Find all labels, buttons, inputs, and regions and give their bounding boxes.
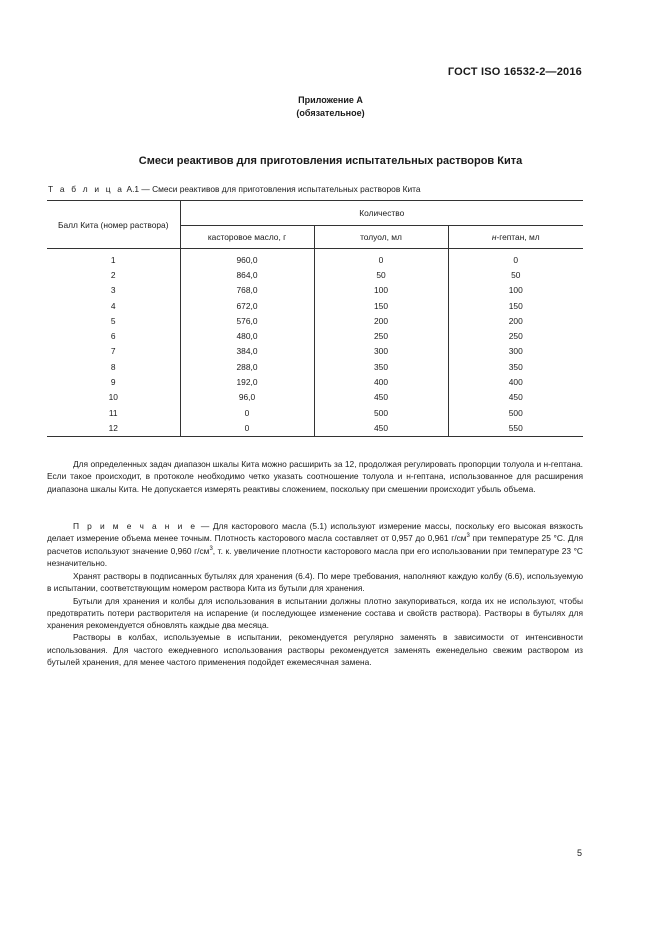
table-row [47, 405, 583, 420]
header-heptane-label: -гептан, мл [496, 232, 540, 242]
appendix-title: Приложение А [298, 95, 363, 105]
cell-heptane: 400 [448, 374, 583, 389]
cell-castor-oil: 576,0 [180, 313, 314, 328]
table-row [47, 420, 583, 436]
header-kit-rating: Балл Кита (номер раствора) [47, 201, 180, 249]
cell-castor-oil: 960,0 [180, 249, 314, 268]
cell-kit-rating: 4 [47, 298, 180, 313]
cell-toluene: 200 [314, 313, 448, 328]
cell-kit-rating: 7 [47, 344, 180, 359]
cell-toluene: 300 [314, 344, 448, 359]
cell-castor-oil: 0 [180, 420, 314, 436]
reagent-mix-table [47, 200, 583, 437]
cell-castor-oil: 480,0 [180, 328, 314, 343]
cell-castor-oil: 768,0 [180, 283, 314, 298]
paragraph-text: Для определенных задач диапазон шкалы Кита можно расширить за 12, продолжая регулировать пропорции толуола и н-гептана. Если такое происходит, в протоколе необходимо четко указать соотношение толуола и н-гептана, использованное для расширения диапазона шкалы Кита. Не допускается измерять реактивы сложением, поскольку при смешении происходит убыль объема. [47, 459, 583, 494]
table-row [47, 344, 583, 359]
cell-heptane: 500 [448, 405, 583, 420]
cell-toluene: 350 [314, 359, 448, 374]
note-block [47, 520, 583, 569]
note-label: П р и м е ч а н и е [73, 521, 198, 531]
header-heptane [448, 226, 583, 249]
cell-kit-rating: 6 [47, 328, 180, 343]
appendix-heading [0, 94, 661, 120]
page-number: 5 [576, 848, 582, 858]
cell-heptane: 50 [448, 267, 583, 282]
cell-kit-rating: 10 [47, 390, 180, 405]
table-caption-prefix: Т а б л и ц а [48, 184, 125, 194]
cell-toluene: 150 [314, 298, 448, 313]
table-caption [48, 184, 421, 194]
cell-castor-oil: 384,0 [180, 344, 314, 359]
header-toluene: толуол, мл [314, 226, 448, 249]
note-sup-1: 3 [466, 533, 470, 540]
cell-heptane: 550 [448, 420, 583, 436]
header-heptane-prefix: н [491, 232, 497, 242]
cell-castor-oil: 0 [180, 405, 314, 420]
cell-toluene: 450 [314, 390, 448, 405]
table-row [47, 313, 583, 328]
header-castor-oil: касторовое масло, г [180, 226, 314, 249]
cell-castor-oil: 864,0 [180, 267, 314, 282]
note-text-c: , т. к. увеличение плотности касторового масла при его использовании при температуре 23 °С незначительно. [47, 545, 583, 568]
table-row [47, 298, 583, 313]
table-row [47, 328, 583, 343]
table-caption-text: А.1 — Смеси реактивов для приготовления испытательных растворов Кита [124, 184, 421, 194]
cell-toluene: 0 [314, 249, 448, 268]
table-row [47, 249, 583, 268]
cell-kit-rating: 3 [47, 283, 180, 298]
storage-paragraphs [47, 570, 583, 668]
cell-toluene: 250 [314, 328, 448, 343]
section-title: Смеси реактивов для приготовления испытательных растворов Кита [138, 155, 523, 167]
cell-toluene: 500 [314, 405, 448, 420]
cell-castor-oil: 672,0 [180, 298, 314, 313]
cell-kit-rating: 9 [47, 374, 180, 389]
paragraph-sealing: Бутыли для хранения и колбы для использования в испытании должны плотно закупориваться, когда их не используют, чтобы предотвратить потери растворителя на испарение (и последующее изменение состава и свойств раствора). Растворы в бутылях для хранения рекомендуется обновлять каждые два месяца. [47, 595, 583, 631]
table-row [47, 390, 583, 405]
cell-toluene: 400 [314, 374, 448, 389]
cell-heptane: 350 [448, 359, 583, 374]
cell-heptane: 300 [448, 344, 583, 359]
cell-toluene: 450 [314, 420, 448, 436]
note-text-b: при температуре 25 °С. Для расчетов используют значение 0,960 г/см [47, 533, 583, 556]
cell-kit-rating: 2 [47, 267, 180, 282]
cell-kit-rating: 12 [47, 420, 180, 436]
document-code: ГОСТ ISO 16532-2—2016 [447, 66, 582, 78]
table-row [47, 283, 583, 298]
cell-heptane: 250 [448, 328, 583, 343]
cell-kit-rating: 11 [47, 405, 180, 420]
cell-castor-oil: 192,0 [180, 374, 314, 389]
note-text-a: — Для касторового масла (5.1) используют измерение массы, поскольку его высокая вязкость делает измерение объема менее точным. Плотность касторового масла составляет от 0,957 до 0,961 г/см [47, 521, 583, 544]
note-paragraph [47, 520, 583, 569]
cell-kit-rating: 5 [47, 313, 180, 328]
table-body [47, 249, 583, 437]
paragraph-storage: Хранят растворы в подписанных бутылях для хранения (6.4). По мере требования, наполняют каждую колбу (6.6), используемую в испытании, соответствующим номером раствора Кита из бутыли для хранения. [47, 571, 583, 594]
table-row [47, 359, 583, 374]
cell-castor-oil: 288,0 [180, 359, 314, 374]
appendix-type: (обязательное) [296, 108, 365, 118]
cell-heptane: 450 [448, 390, 583, 405]
note-sup-2: 3 [209, 545, 213, 552]
table-row [47, 374, 583, 389]
cell-toluene: 50 [314, 267, 448, 282]
cell-heptane: 150 [448, 298, 583, 313]
table-row [47, 267, 583, 282]
cell-heptane: 200 [448, 313, 583, 328]
cell-kit-rating: 8 [47, 359, 180, 374]
cell-castor-oil: 96,0 [180, 390, 314, 405]
paragraph-range-extension [47, 458, 583, 495]
cell-heptane: 100 [448, 283, 583, 298]
paragraph-replacement: Растворы в колбах, используемые в испытании, рекомендуется регулярно заменять в зависимости от интенсивности использования. Для частого ежедневного использования растворы рекомендуется заменять еженедельно свежим раствором из бутылей хранения, для менее частого применения подойдет ежемесячная замена. [47, 632, 583, 668]
cell-kit-rating: 1 [47, 249, 180, 268]
header-quantity: Количество [180, 201, 583, 226]
cell-heptane: 0 [448, 249, 583, 268]
cell-toluene: 100 [314, 283, 448, 298]
